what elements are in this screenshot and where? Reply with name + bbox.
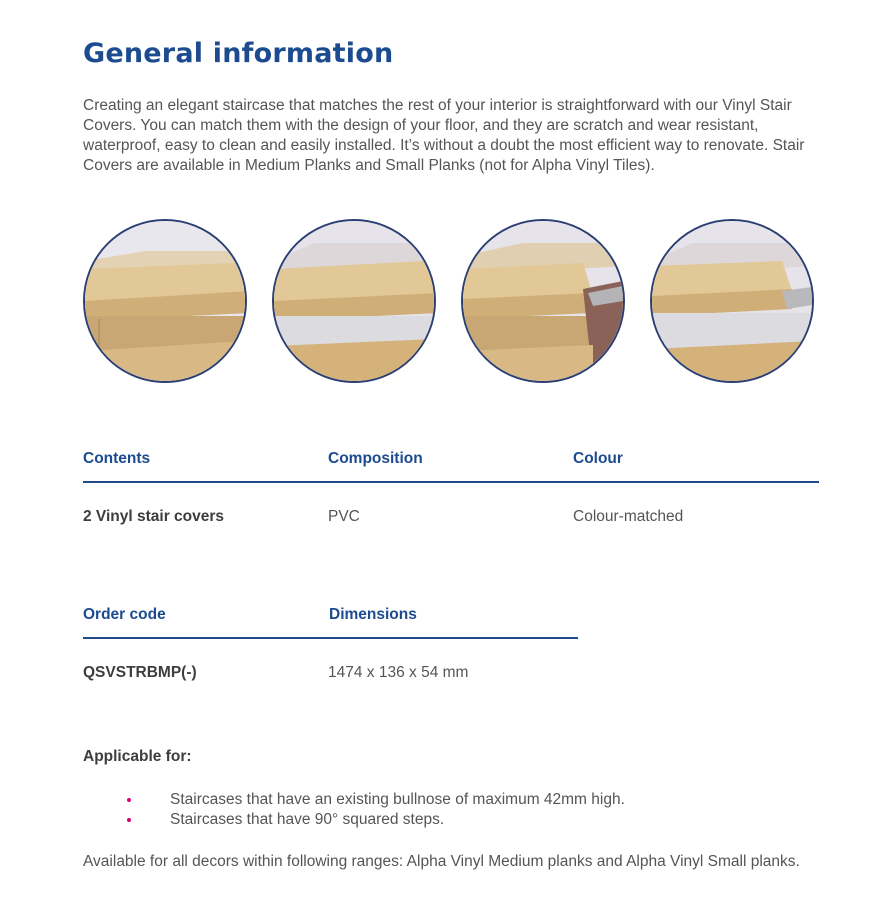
table-divider [83, 637, 578, 639]
list-item [83, 790, 625, 810]
col-header-colour: Colour [573, 450, 623, 467]
stair-cover-profile-image [461, 219, 625, 383]
applicable-list [83, 790, 625, 830]
table-divider [83, 481, 819, 483]
product-images [83, 219, 823, 389]
cell-composition: PVC [328, 508, 360, 525]
availability-note: Available for all decors within following ranges: Alpha Vinyl Medium planks and Alpha Vinyl Small planks. [83, 853, 800, 870]
stair-cover-profile-white-image [650, 219, 814, 383]
intro-paragraph: Creating an elegant staircase that matches the rest of your interior is straightforward with our Vinyl Stair Covers. You can match them with the design of your floor, and they are scratch and wear resistant, waterproof, easy to clean and easily installed. It’s without a doubt the most efficient way to renovate. Stair Covers are available in Medium Planks and Small Planks (not for Alpha Vinyl Tiles). [83, 97, 805, 174]
cell-contents: 2 Vinyl stair covers [83, 508, 225, 525]
cell-order-code: QSVSTRBMP(-) [83, 664, 197, 681]
specs-table [83, 450, 819, 530]
order-table [83, 606, 578, 686]
stair-cover-white-riser-image [272, 219, 436, 383]
list-item [83, 810, 625, 830]
applicable-heading: Applicable for: [83, 748, 192, 765]
col-header-order-code: Order code [83, 606, 166, 623]
bullet-dot-icon [127, 798, 131, 802]
stair-cover-full-image [83, 219, 247, 383]
col-header-dimensions: Dimensions [329, 606, 417, 623]
list-item-text: Staircases that have an existing bullnose of maximum 42mm high. [170, 791, 625, 808]
cell-colour: Colour-matched [573, 508, 684, 525]
col-header-composition: Composition [328, 450, 423, 467]
col-header-contents: Contents [83, 450, 151, 467]
cell-dimensions: 1474 x 136 x 54 mm [328, 664, 469, 681]
bullet-dot-icon [127, 818, 131, 822]
list-item-text: Staircases that have 90° squared steps. [170, 811, 445, 828]
page-title: General information [83, 38, 394, 69]
